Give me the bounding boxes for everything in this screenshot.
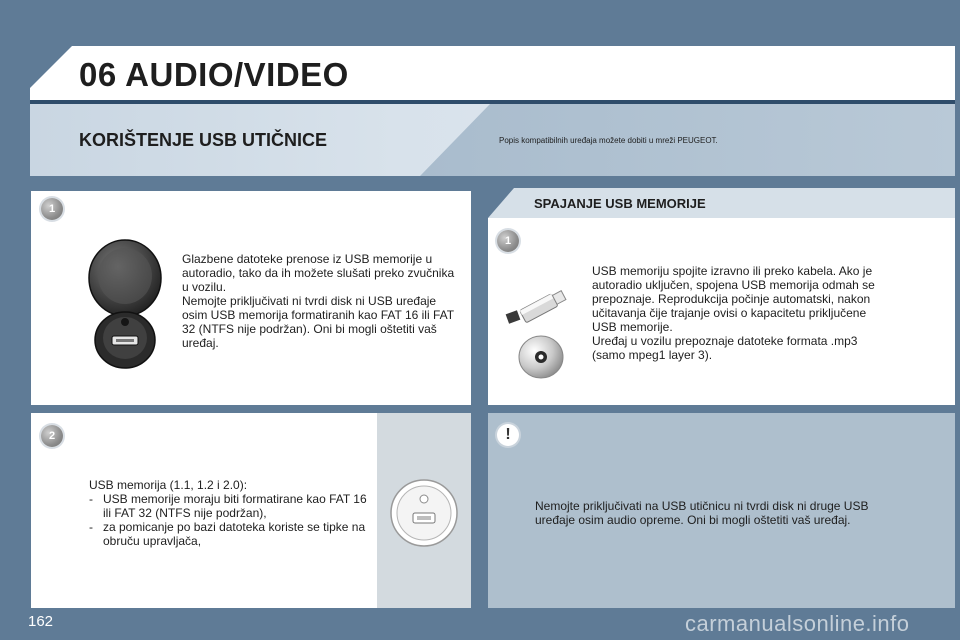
requirements-intro: USB memorija (1.1, 1.2 i 2.0):	[89, 478, 248, 492]
section-title: KORIŠTENJE USB UTIČNICE	[79, 130, 328, 150]
requirements-item: - za pomicanje po bazi datoteka koriste se tipke na obruču upravljača,	[89, 520, 369, 548]
panel-usb-intro-text: Glazbene datoteke prenose iz USB memorije u autoradio, tako da ih možete slušati preko zvučnika u vozilu. Nemojte priključivati ni tvrdi disk ni USB uređaje osim USB memorija formatiranih kao FAT 16 ili FAT 32 (NTFS nije podržan). Oni bi mogli oštetiti vaš uređaj.	[182, 252, 455, 350]
subsection-title: SPAJANJE USB MEMORIJE	[534, 196, 706, 211]
usb-socket-icon	[388, 477, 460, 549]
warning-badge: !	[497, 424, 519, 446]
step-badge-2: 2	[41, 425, 63, 447]
panel-usb-connect-text: USB memoriju spojite izravno ili preko kabela. Ako je autoradio uključen, spojena USB memorija odmah se prepoznaje. Reprodukcija počinje automatski, nakon učitavanja čije trajanje ovisi o kapacitetu priključene USB memorije. Uređaj u vozilu prepoznaje datoteke formata .mp3 (samo mpeg1 layer 3).	[592, 264, 875, 362]
cd-disc-icon	[516, 334, 566, 380]
usb-stick-icon	[502, 290, 574, 332]
step-badge-1b: 1	[497, 230, 519, 252]
section-note: Popis kompatibilnih uređaja možete dobiti u mreži PEUGEOT.	[499, 136, 718, 145]
panel-usb-requirements-text	[89, 478, 369, 548]
panel-warning-text: Nemojte priključivati na USB utičnicu ni tvrdi disk ni druge USB uređaje osim audio opreme. Oni bi mogli oštetiti vaš uređaj.	[535, 499, 869, 527]
step-badge-1: 1	[41, 198, 63, 220]
watermark: carmanualsonline.info	[685, 611, 910, 636]
requirements-item: - USB memorije moraju biti formatirane kao FAT 16 ili FAT 32 (NTFS nije podržan),	[89, 492, 369, 520]
usb-socket-cover-icon	[85, 236, 165, 370]
page-number: 162	[28, 613, 54, 630]
requirements-list	[89, 492, 369, 548]
chapter-title: 06 AUDIO/VIDEO	[79, 56, 349, 93]
